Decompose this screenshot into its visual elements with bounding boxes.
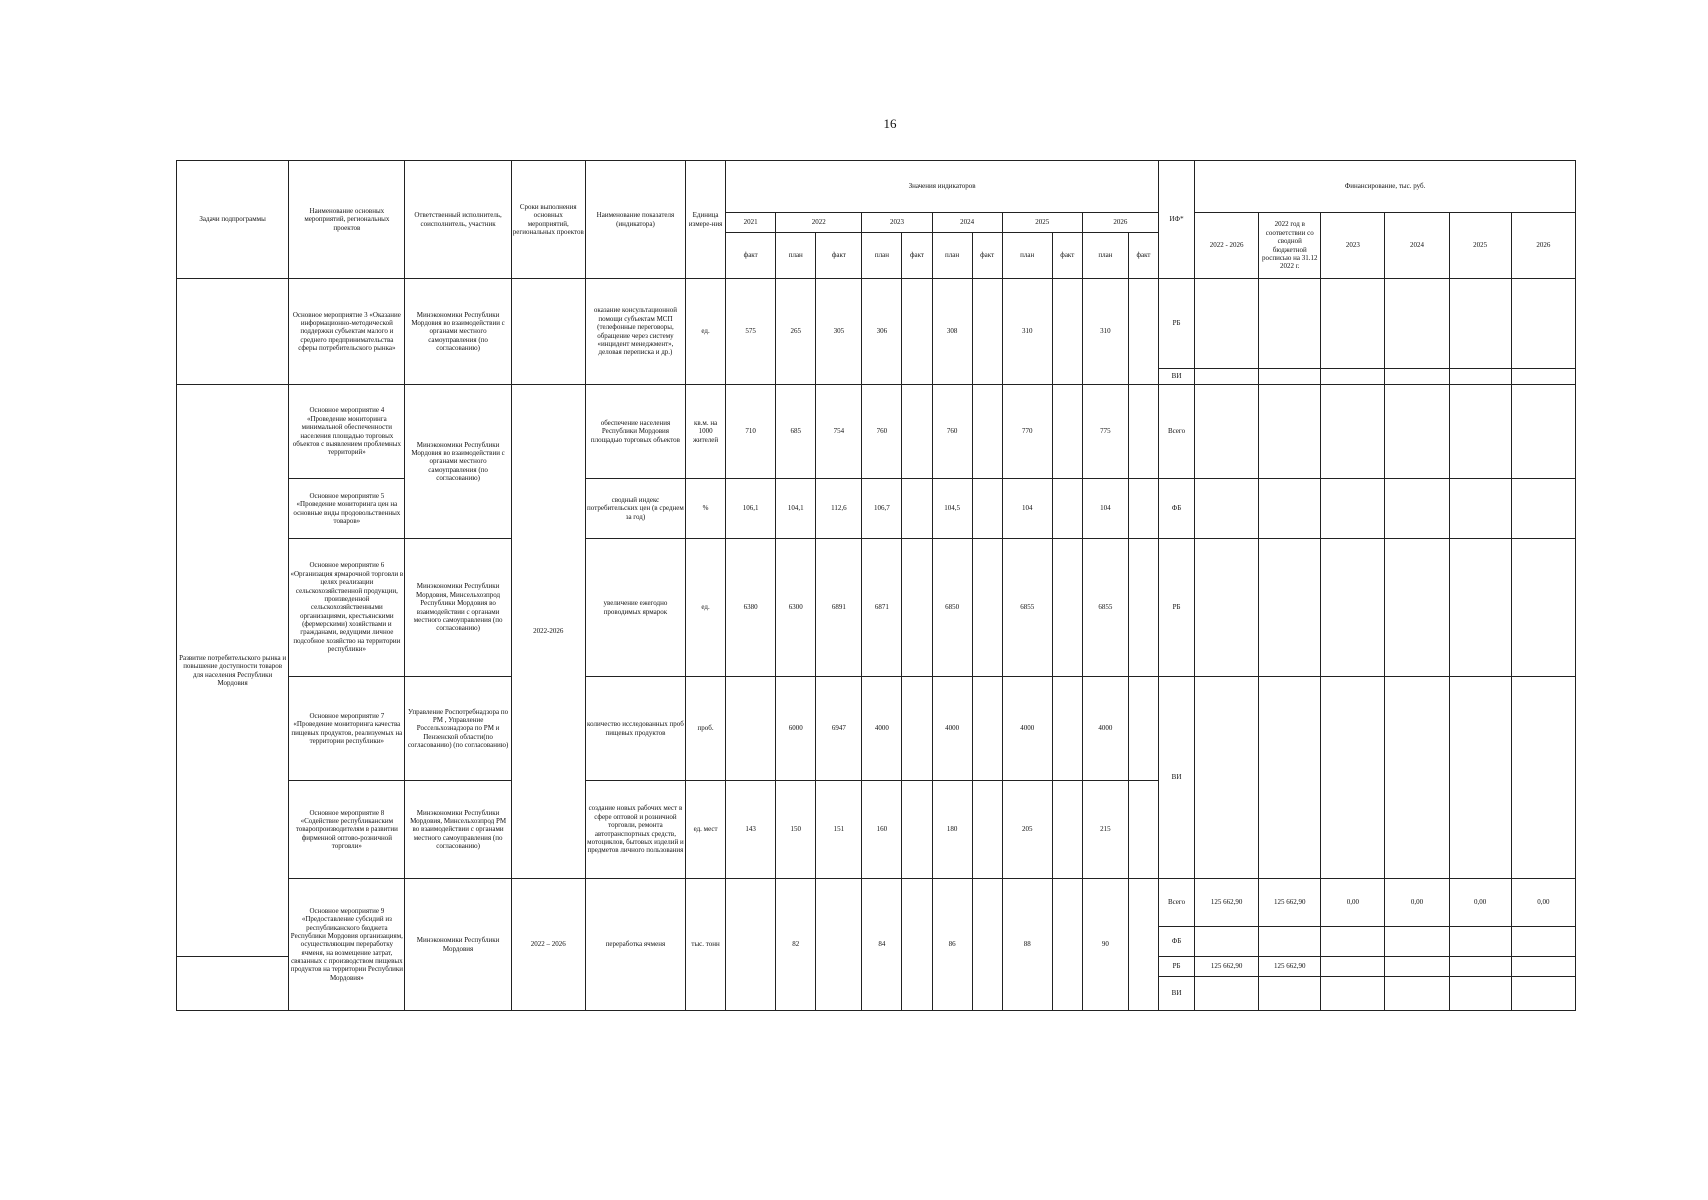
value-cell: 760 xyxy=(932,385,972,479)
value-cell xyxy=(1128,279,1158,385)
value-cell xyxy=(972,279,1002,385)
fin-cell xyxy=(1385,385,1449,479)
value-cell xyxy=(972,539,1002,677)
event-name: Основное мероприятие 9 «Предоставление субсидий из республиканского бюджета Республики Мордовия организациям, осуществляющим переработку ячменя, на возмещение затрат, связанных с производством пищевых продуктов на территории Республики Мордовия» xyxy=(289,879,405,1011)
header-fact: факт xyxy=(1052,233,1082,279)
fin-cell: 125 662,90 xyxy=(1259,879,1321,927)
fin-cell xyxy=(1259,369,1321,385)
value-cell: 265 xyxy=(776,279,816,385)
executor: Минэкономики Республики Мордовия, Минсельхозпрод РМ во взаимодействии с органами местного самоуправления (по согласованию) xyxy=(405,781,511,879)
value-cell xyxy=(1052,677,1082,781)
value-cell: 84 xyxy=(862,879,902,1011)
value-cell: 305 xyxy=(816,279,862,385)
task-name: Развитие потребительского рынка и повышение доступности товаров для населения Республики Мордовия xyxy=(177,385,289,957)
source-cell: ФБ xyxy=(1159,927,1195,957)
value-cell: 106,7 xyxy=(862,479,902,539)
value-cell: 143 xyxy=(726,781,776,879)
page-number: 16 xyxy=(883,116,897,131)
value-cell: 775 xyxy=(1082,385,1128,479)
fin-cell xyxy=(1385,957,1449,977)
unit: % xyxy=(686,479,726,539)
value-cell: 6380 xyxy=(726,539,776,677)
executor: Минэкономики Республики Мордовия во взаимодействии с органами местного самоуправления (по согласованию) xyxy=(405,385,511,539)
fin-cell xyxy=(1321,369,1385,385)
fin-cell xyxy=(1511,479,1575,539)
value-cell xyxy=(1128,385,1158,479)
indicator-name: количество исследованных проб пищевых продуктов xyxy=(585,677,685,781)
source-cell: ВИ xyxy=(1159,977,1195,1011)
fin-cell xyxy=(1449,977,1511,1011)
value-cell: 4000 xyxy=(862,677,902,781)
value-cell xyxy=(902,539,932,677)
value-cell xyxy=(902,879,932,1011)
indicator-name: оказание консультационной помощи субъектам МСП (телефонные переговоры, обращение через систему «инцидент менеджмент», деловая переписка и др.) xyxy=(585,279,685,385)
fin-cell xyxy=(1259,677,1321,879)
indicator-name: сводный индекс потребительских цен (в среднем за год) xyxy=(585,479,685,539)
source-cell: РБ xyxy=(1159,279,1195,369)
fin-cell xyxy=(1449,279,1511,369)
unit: ед. мест xyxy=(686,781,726,879)
value-cell xyxy=(1128,479,1158,539)
value-cell xyxy=(972,677,1002,781)
header-unit: Единица измере-ния xyxy=(686,161,726,279)
fin-cell xyxy=(1511,977,1575,1011)
value-cell: 215 xyxy=(1082,781,1128,879)
executor: Управление Роспотребнадзора по РМ , Управление Россельхознадзора по РМ и Пензенской области(по согласованию) (по согласованию) xyxy=(405,677,511,781)
fin-cell xyxy=(1449,957,1511,977)
fin-cell: 0,00 xyxy=(1449,879,1511,927)
header-year-2021: 2021 xyxy=(726,213,776,233)
executor: Минэкономики Республики Мордовия, Минсельхозпрод Республики Мордовия во взаимодействии с органами местного самоуправления (по согласованию) xyxy=(405,539,511,677)
fin-cell xyxy=(1511,279,1575,369)
value-cell xyxy=(1052,879,1082,1011)
value-cell xyxy=(972,781,1002,879)
executor: Минэкономики Республики Мордовия xyxy=(405,879,511,1011)
value-cell xyxy=(1128,539,1158,677)
unit: ед. xyxy=(686,539,726,677)
fin-cell: 0,00 xyxy=(1385,879,1449,927)
value-cell: 4000 xyxy=(1082,677,1128,781)
value-cell: 82 xyxy=(776,879,816,1011)
header-source: ИФ* xyxy=(1159,161,1195,279)
fin-cell xyxy=(1511,677,1575,879)
value-cell: 760 xyxy=(862,385,902,479)
fin-cell xyxy=(1385,677,1449,879)
fin-cell xyxy=(1321,977,1385,1011)
fin-cell xyxy=(1259,539,1321,677)
header-indicator-name: Наименование показателя (индикатора) xyxy=(585,161,685,279)
source-cell: ВИ xyxy=(1159,369,1195,385)
value-cell: 770 xyxy=(1002,385,1052,479)
fin-cell xyxy=(1321,385,1385,479)
fin-cell xyxy=(1321,279,1385,369)
source-cell: ФБ xyxy=(1159,479,1195,539)
header-plan: план xyxy=(862,233,902,279)
value-cell: 104 xyxy=(1002,479,1052,539)
header-year-2024: 2024 xyxy=(932,213,1002,233)
fin-cell xyxy=(1259,385,1321,479)
fin-cell xyxy=(1321,677,1385,879)
value-cell xyxy=(1128,677,1158,781)
value-cell: 90 xyxy=(1082,879,1128,1011)
fin-cell xyxy=(1385,977,1449,1011)
header-fin-2026: 2026 xyxy=(1511,213,1575,279)
fin-cell xyxy=(1385,279,1449,369)
value-cell: 308 xyxy=(932,279,972,385)
header-fin-2024: 2024 xyxy=(1385,213,1449,279)
value-cell: 160 xyxy=(862,781,902,879)
task-cell-empty xyxy=(177,957,289,1011)
indicators-table xyxy=(176,160,1576,1011)
fin-cell xyxy=(1449,369,1511,385)
executor: Минэкономики Республики Мордовия во взаимодействии с органами местного самоуправления (по согласованию) xyxy=(405,279,511,385)
value-cell xyxy=(1052,279,1082,385)
value-cell: 180 xyxy=(932,781,972,879)
indicator-name: переработка ячменя xyxy=(585,879,685,1011)
fin-cell xyxy=(1449,677,1511,879)
header-plan: план xyxy=(1082,233,1128,279)
fin-cell xyxy=(1449,927,1511,957)
fin-cell xyxy=(1511,539,1575,677)
indicator-name: создание новых рабочих мест в сфере оптовой и розничной торговли, ремонта автотранспортных средств, мотоциклов, бытовых изделий и предметов личного пользования xyxy=(585,781,685,879)
value-cell xyxy=(816,879,862,1011)
header-plan: план xyxy=(932,233,972,279)
event-name: Основное мероприятие 5 «Проведение мониторинга цен на основные виды продовольственных товаров» xyxy=(289,479,405,539)
fin-cell xyxy=(1195,977,1259,1011)
fin-cell xyxy=(1195,279,1259,369)
value-cell: 710 xyxy=(726,385,776,479)
value-cell xyxy=(902,479,932,539)
source-cell: Всего xyxy=(1159,879,1195,927)
header-tasks: Задачи подпрограммы xyxy=(177,161,289,279)
event-name: Основное мероприятие 3 «Оказание информационно-методической поддержки субъектам малого и среднего предпринимательства сферы потребительского рынка» xyxy=(289,279,405,385)
header-year-2023: 2023 xyxy=(862,213,932,233)
value-cell: 6855 xyxy=(1082,539,1128,677)
value-cell: 575 xyxy=(726,279,776,385)
fin-cell: 125 662,90 xyxy=(1259,957,1321,977)
fin-cell xyxy=(1321,927,1385,957)
fin-cell: 125 662,90 xyxy=(1195,957,1259,977)
value-cell: 6891 xyxy=(816,539,862,677)
source-cell: РБ xyxy=(1159,539,1195,677)
fin-cell: 0,00 xyxy=(1321,879,1385,927)
task-cell-empty xyxy=(177,279,289,385)
fin-cell xyxy=(1511,957,1575,977)
value-cell xyxy=(1128,781,1158,879)
indicator-name: обеспечение населения Республики Мордовия площадью торговых объектов xyxy=(585,385,685,479)
value-cell: 150 xyxy=(776,781,816,879)
header-fin-2023: 2023 xyxy=(1321,213,1385,279)
fin-cell xyxy=(1449,385,1511,479)
value-cell xyxy=(1052,385,1082,479)
value-cell: 88 xyxy=(1002,879,1052,1011)
header-fin-2025: 2025 xyxy=(1449,213,1511,279)
value-cell: 6871 xyxy=(862,539,902,677)
deadline: 2022 – 2026 xyxy=(511,879,585,1011)
value-cell xyxy=(972,479,1002,539)
fin-cell xyxy=(1449,479,1511,539)
fin-cell xyxy=(1195,479,1259,539)
value-cell: 754 xyxy=(816,385,862,479)
fin-cell xyxy=(1321,539,1385,677)
deadline-empty xyxy=(511,279,585,385)
header-fact: факт xyxy=(726,233,776,279)
fin-cell xyxy=(1385,369,1449,385)
unit: проб. xyxy=(686,677,726,781)
source-cell: РБ xyxy=(1159,957,1195,977)
value-cell xyxy=(1052,781,1082,879)
value-cell xyxy=(972,879,1002,1011)
unit: кв.м. на 1000 жителей xyxy=(686,385,726,479)
fin-cell xyxy=(1195,385,1259,479)
value-cell: 6850 xyxy=(932,539,972,677)
value-cell: 310 xyxy=(1002,279,1052,385)
fin-cell xyxy=(1259,927,1321,957)
fin-cell xyxy=(1511,385,1575,479)
value-cell xyxy=(902,781,932,879)
fin-cell: 0,00 xyxy=(1511,879,1575,927)
fin-cell xyxy=(1195,677,1259,879)
value-cell xyxy=(1052,539,1082,677)
event-name: Основное мероприятие 6 «Организация ярмарочной торговли в целях реализации сельскохозяйственной продукции, произведенной сельскохозяйственными организациями, крестьянскими (фермерскими) хозяйствами и гражданами, ведущими личное подсобное хозяйство на территории республики» xyxy=(289,539,405,677)
value-cell xyxy=(902,677,932,781)
fin-cell xyxy=(1321,479,1385,539)
value-cell: 6855 xyxy=(1002,539,1052,677)
header-deadlines: Сроки выполнения основных мероприятий, региональных проектов xyxy=(511,161,585,279)
fin-cell xyxy=(1195,927,1259,957)
value-cell: 310 xyxy=(1082,279,1128,385)
event-name: Основное мероприятие 8 «Содействие республиканским товаропроизводителям в развитии фирменной оптово-розничной торговли» xyxy=(289,781,405,879)
header-year-2025: 2025 xyxy=(1002,213,1082,233)
header-plan: план xyxy=(1002,233,1052,279)
header-fin-2022-2026: 2022 - 2026 xyxy=(1195,213,1259,279)
value-cell: 112,6 xyxy=(816,479,862,539)
fin-cell xyxy=(1259,977,1321,1011)
value-cell: 86 xyxy=(932,879,972,1011)
event-name: Основное мероприятие 4 «Проведение мониторинга минимальной обеспеченности населения площадью торговых объектов с выявлением проблемных территорий» xyxy=(289,385,405,479)
fin-cell: 125 662,90 xyxy=(1195,879,1259,927)
fin-cell xyxy=(1259,479,1321,539)
value-cell xyxy=(726,879,776,1011)
value-cell xyxy=(1128,879,1158,1011)
source-cell: ВИ xyxy=(1159,677,1195,879)
header-year-2022: 2022 xyxy=(776,213,862,233)
fin-cell xyxy=(1511,369,1575,385)
value-cell: 104,1 xyxy=(776,479,816,539)
header-plan: план xyxy=(776,233,816,279)
fin-cell xyxy=(1385,479,1449,539)
value-cell: 4000 xyxy=(1002,677,1052,781)
header-fact: факт xyxy=(1128,233,1158,279)
value-cell: 6947 xyxy=(816,677,862,781)
value-cell xyxy=(972,385,1002,479)
fin-cell xyxy=(1195,539,1259,677)
source-cell: Всего xyxy=(1159,385,1195,479)
header-indicator-values: Значения индикаторов xyxy=(726,161,1159,213)
header-fact: факт xyxy=(972,233,1002,279)
value-cell xyxy=(1052,479,1082,539)
value-cell: 306 xyxy=(862,279,902,385)
value-cell: 6300 xyxy=(776,539,816,677)
value-cell: 106,1 xyxy=(726,479,776,539)
fin-cell xyxy=(1511,927,1575,957)
value-cell: 6000 xyxy=(776,677,816,781)
value-cell: 104 xyxy=(1082,479,1128,539)
header-year-2026: 2026 xyxy=(1082,213,1158,233)
header-event-name: Наименование основных мероприятий, региональных проектов xyxy=(289,161,405,279)
header-executor: Ответственный исполнитель, соисполнитель, участник xyxy=(405,161,511,279)
header-fin-2022-budget: 2022 год в соответствии со сводной бюджетной росписью на 31.12 2022 г. xyxy=(1259,213,1321,279)
value-cell: 4000 xyxy=(932,677,972,781)
value-cell xyxy=(902,279,932,385)
value-cell: 151 xyxy=(816,781,862,879)
value-cell: 685 xyxy=(776,385,816,479)
fin-cell xyxy=(1449,539,1511,677)
fin-cell xyxy=(1321,957,1385,977)
fin-cell xyxy=(1195,369,1259,385)
fin-cell xyxy=(1385,539,1449,677)
header-fact: факт xyxy=(816,233,862,279)
header-financing: Финансирование, тыс. руб. xyxy=(1195,161,1576,213)
unit: тыс. тонн xyxy=(686,879,726,1011)
value-cell xyxy=(726,677,776,781)
event-name: Основное мероприятие 7 «Проведение мониторинга качества пищевых продуктов, реализуемых на территории республики» xyxy=(289,677,405,781)
fin-cell xyxy=(1259,279,1321,369)
value-cell xyxy=(902,385,932,479)
fin-cell xyxy=(1385,927,1449,957)
header-fact: факт xyxy=(902,233,932,279)
value-cell: 104,5 xyxy=(932,479,972,539)
unit: ед. xyxy=(686,279,726,385)
deadline: 2022-2026 xyxy=(511,385,585,879)
value-cell: 205 xyxy=(1002,781,1052,879)
indicator-name: увеличение ежегодно проводимых ярмарок xyxy=(585,539,685,677)
